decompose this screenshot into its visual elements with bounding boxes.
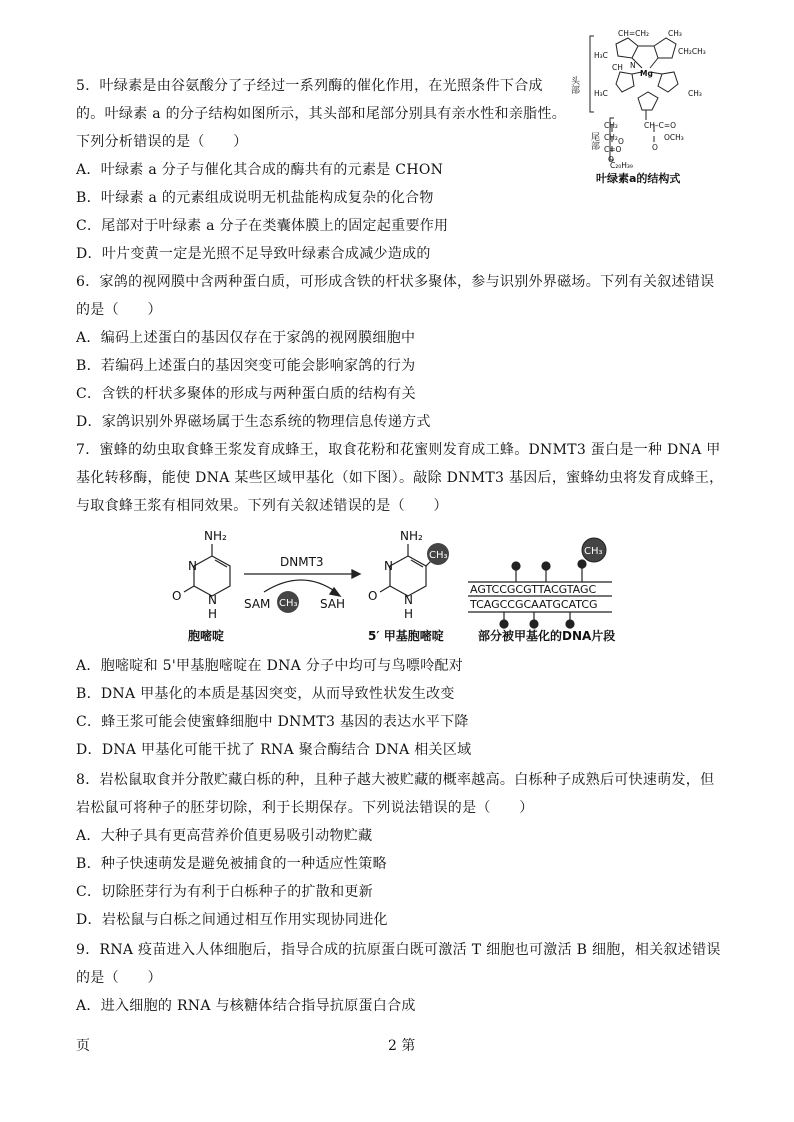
- q8-option-d: D．岩松鼠与白栎之间通过相互作用实现协同进化: [76, 912, 388, 928]
- q7-option-c: C．蜂王浆可能会使蜜蜂细胞中 DNMT3 基因的表达水平下降: [76, 714, 469, 730]
- q8-stem-line-2: 岩松鼠可将种子的胚芽切除，利于长期保存。下列说法错误的是（ ）: [76, 800, 534, 816]
- q5-option-a: A．叶绿素 a 分子与催化其合成的酶共有的元素是 CHON: [76, 162, 444, 178]
- chl-label: H₃C: [594, 51, 608, 60]
- enzyme-label: DNMT3: [280, 555, 324, 569]
- page-footer-left: 页: [76, 1038, 90, 1054]
- q7-stem-line-2: 基化转移酶，能使 DNA 某些区域甲基化（如下图）。敲除 DNMT3 基因后，蜜蜂幼虫将发育成蜂王，: [76, 470, 724, 486]
- tail-label: 尾部: [589, 132, 599, 150]
- q5-stem-line-1: 5．叶绿素是由谷氨酸分了子经过一系列酶的催化作用，在光照条件下合成: [76, 78, 543, 94]
- q5-stem-line-3: 下列分析错误的是（ ）: [76, 134, 248, 150]
- n-label: N: [208, 593, 217, 607]
- h-label: H: [404, 607, 414, 621]
- q5-option-d: D．叶片变黄一定是光照不足导致叶绿素合成减少造成的: [76, 246, 431, 262]
- q6-option-c: C．含铁的杆状多聚体的形成与两种蛋白质的结构有关: [76, 386, 416, 402]
- ch3-label: CH₃: [279, 598, 298, 609]
- h-label: H: [208, 607, 218, 621]
- ch3-label: CH₃: [584, 546, 603, 557]
- chl-label: C=O: [604, 145, 622, 154]
- nh2-label: NH₂: [400, 529, 423, 543]
- chl-label: H₃C: [594, 89, 608, 98]
- chl-label: C₂₀H₃₉: [610, 161, 633, 170]
- sah-label: SAH: [320, 597, 346, 611]
- o-label: O: [368, 589, 378, 603]
- chlorophyll-caption: 叶绿素a的结构式: [596, 172, 681, 185]
- q9-stem-line-1: 9．RNA 疫苗进入人体细胞后，指导合成的抗原蛋白既可激活 T 细胞也可激活 B 细胞，相关叙述错误: [76, 942, 721, 958]
- chl-label: CH–C=O: [644, 121, 677, 130]
- q5-stem-line-2: 的。叶绿素 a 的分子结构如图所示，其头部和尾部分别具有亲水性和亲脂性。: [76, 106, 567, 122]
- q6-option-a: A．编码上述蛋白的基因仅存在于家鸽的视网膜细胞中: [76, 330, 416, 346]
- ch3-label: CH₃: [429, 550, 448, 561]
- q7-option-b: B．DNA 甲基化的本质是基因突变，从而导致性状发生改变: [76, 686, 455, 702]
- chl-label: OCH₃: [664, 133, 684, 142]
- head-label: 头部: [569, 76, 579, 94]
- q7-stem-line-3: 与取食蜂王浆有相同效果。下列有关叙述错误的是（ ）: [76, 498, 448, 514]
- q8-option-b: B．种子快速萌发是避免被捕食的一种适应性策略: [76, 856, 387, 872]
- q7-option-d: D．DNA 甲基化可能干扰了 RNA 聚合酶结合 DNA 相关区域: [76, 742, 472, 758]
- q9-option-a: A．进入细胞的 RNA 与核糖体结合指导抗原蛋白合成: [76, 998, 416, 1014]
- q6-option-d: D．家鸽识别外界磁场属于生态系统的物理信息传递方式: [76, 414, 431, 430]
- q8-option-a: A．大种子具有更高营养价值更易吸引动物贮藏: [76, 828, 373, 844]
- q6-option-b: B．若编码上述蛋白的基因突变可能会影响家鸽的行为: [76, 358, 416, 374]
- dna-bottom-strand: TCAGCCGCAATGCATCG: [470, 598, 598, 611]
- chl-label: Mg: [640, 69, 653, 78]
- dna-methylation-figure: [168, 528, 628, 646]
- methylcytosine-caption: 5′ 甲基胞嘧啶: [368, 629, 444, 643]
- q5-option-b: B．叶绿素 a 的元素组成说明无机盐能构成复杂的化合物: [76, 190, 434, 206]
- chl-label: CH₂: [604, 133, 618, 142]
- dna-top-strand: AGTCCGCGTTACGTAGC: [470, 583, 597, 596]
- q9-stem-line-2: 的是（ ）: [76, 970, 162, 986]
- n-label: N: [188, 559, 197, 573]
- o-label: O: [172, 589, 182, 603]
- chl-label: N: [630, 61, 636, 70]
- chl-label: O: [608, 155, 614, 164]
- q6-stem-line-1: 6．家鸽的视网膜中含两种蛋白质，可形成含铁的杆状多聚体，参与识别外界磁场。下列有关叙述错误: [76, 274, 715, 290]
- q7-option-a: A．胞嘧啶和 5'甲基胞嘧啶在 DNA 分子中均可与鸟嘌呤配对: [76, 658, 464, 674]
- page-number: 2 第: [388, 1038, 416, 1054]
- chl-label: O: [652, 143, 658, 152]
- chlorophyll-structure-figure: [569, 28, 722, 186]
- q6-stem-line-2: 的是（ ）: [76, 302, 162, 318]
- chl-label: CH₂: [604, 121, 618, 130]
- nh2-label: NH₂: [204, 529, 227, 543]
- q5-option-c: C．尾部对于叶绿素 a 分子在类囊体膜上的固定起重要作用: [76, 218, 449, 234]
- chl-label: CH₃: [688, 89, 702, 98]
- q8-stem-line-1: 8．岩松鼠取食并分散贮藏白栎的种，且种子越大被贮藏的概率越高。白栎种子成熟后可快速萌发，但: [76, 772, 715, 788]
- chl-label: CH=CH₂: [618, 29, 650, 38]
- chl-label: CH₃: [668, 29, 682, 38]
- q7-stem-line-1: 7．蜜蜂的幼虫取食蜂王浆发育成蜂王，取食花粉和花蜜则发育成工蜂。DNMT3 蛋白是一种 DNA 甲: [76, 442, 721, 458]
- n-label: N: [404, 593, 413, 607]
- dna-caption: 部分被甲基化的DNA片段: [478, 629, 616, 643]
- n-label: N: [384, 559, 393, 573]
- sam-label: SAM: [244, 597, 271, 611]
- chl-label: O: [618, 137, 624, 146]
- chl-label: CH₂CH₃: [678, 47, 706, 56]
- chl-label: CH: [612, 63, 623, 72]
- q8-option-c: C．切除胚芽行为有利于白栎种子的扩散和更新: [76, 884, 374, 900]
- cytosine-caption: 胞嘧啶: [188, 629, 225, 643]
